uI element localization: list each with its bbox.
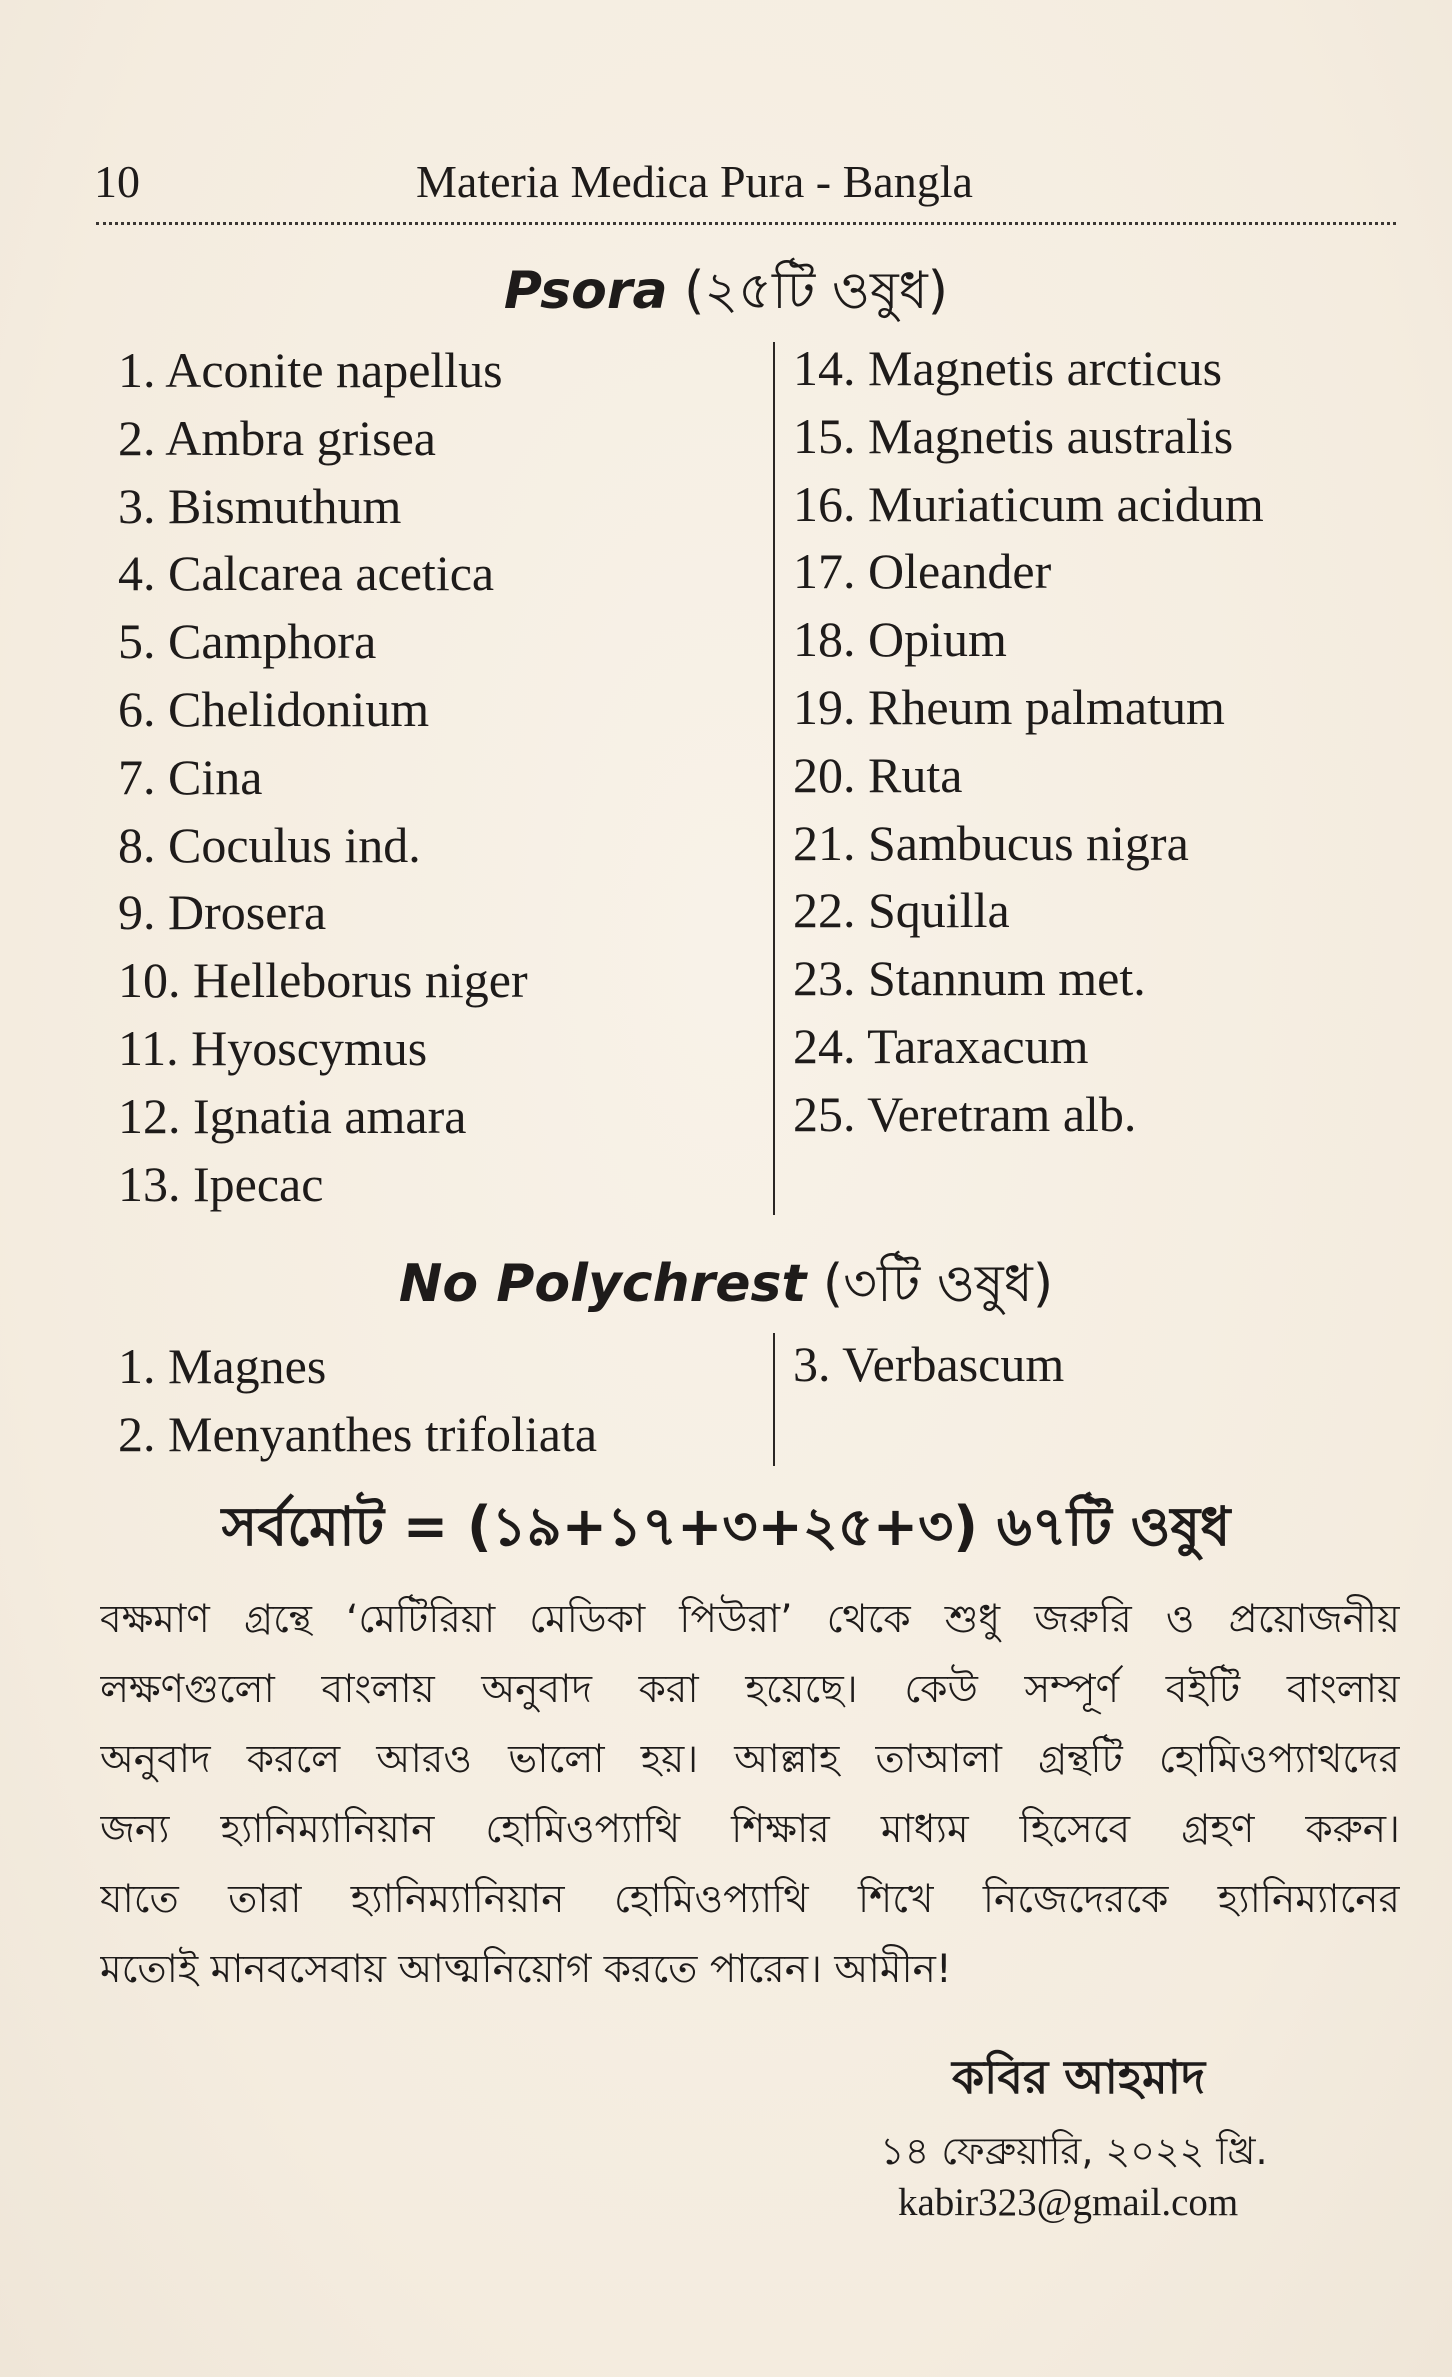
paragraph-line: মতোই মানবসেবায় আত্মনিয়োগ করতে পারেন। আমীন! xyxy=(100,1947,952,1992)
no-polychrest-heading-title: No Polychrest xyxy=(398,1254,807,1314)
no-polychrest-heading xyxy=(0,1243,1452,1330)
remedy-item: 2. Ambra grisea xyxy=(118,409,436,466)
remedy-item: 25. Veretram alb. xyxy=(793,1085,1137,1142)
psora-heading-count: (২৫টি ওষুধ) xyxy=(667,261,949,321)
remedy-item: 17. Oleander xyxy=(793,543,1052,600)
remedy-item: 24. Taraxacum xyxy=(793,1017,1089,1074)
remedy-item: 22. Squilla xyxy=(793,882,1010,939)
psora-list-left xyxy=(118,337,528,1218)
author-email: kabir323@gmail.com xyxy=(898,2181,1239,2224)
psora-list-right xyxy=(793,335,1264,1149)
remedy-item: 10. Helleborus niger xyxy=(118,952,528,1009)
remedy-item: 20. Ruta xyxy=(793,746,963,803)
remedy-item: 8. Coculus ind. xyxy=(118,816,421,873)
author-name: কবির আহমাদ xyxy=(952,2050,1206,2104)
remedy-item: 2. Menyanthes trifoliata xyxy=(118,1405,598,1462)
remedy-item: 3. Bismuthum xyxy=(118,477,402,534)
total-summary: সর্বমোট = (১৯+১৭+৩+২৫+৩) ৬৭টি ওষুধ xyxy=(221,1495,1231,1558)
no-polychrest-heading-count: (৩টি ওষুধ) xyxy=(806,1254,1054,1314)
remedy-item: 3. Verbascum xyxy=(793,1336,1065,1392)
no-polychrest-list-right xyxy=(793,1331,1064,1399)
remedy-item: 23. Stannum met. xyxy=(793,950,1146,1007)
remedy-item: 1. Aconite napellus xyxy=(118,342,503,398)
remedy-item: 12. Ignatia amara xyxy=(118,1087,467,1144)
header-dotted-rule xyxy=(96,222,1396,225)
no-polychrest-column-divider xyxy=(773,1333,775,1466)
remedy-item: 16. Muriaticum acidum xyxy=(793,475,1264,532)
paragraph-line: বক্ষমাণ গ্রন্থে ‘মেটিরিয়া মেডিকা পিউরা’ থেকে শুধু জরুরি ও প্রয়োজনীয় xyxy=(100,1597,1400,1642)
page-number: 10 xyxy=(94,156,140,207)
remedy-item: 11. Hyoscymus xyxy=(118,1019,428,1076)
remedy-item: 5. Camphora xyxy=(118,613,377,670)
remedy-item: 14. Magnetis arcticus xyxy=(793,340,1223,396)
remedy-item: 9. Drosera xyxy=(118,884,327,941)
remedy-item: 21. Sambucus nigra xyxy=(793,814,1189,871)
remedy-item: 7. Cina xyxy=(118,748,263,805)
paragraph-line: জন্য হ্যানিম্যানিয়ান হোমিওপ্যাথি শিক্ষার মাধ্যম হিসেবে গ্রহণ করুন। xyxy=(100,1807,1400,1852)
psora-heading xyxy=(0,250,1452,337)
remedy-item: 13. Ipecac xyxy=(118,1155,324,1212)
remedy-item: 19. Rheum palmatum xyxy=(793,678,1225,735)
no-polychrest-list-left xyxy=(118,1333,597,1469)
remedy-item: 4. Calcarea acetica xyxy=(118,545,495,602)
paragraph-line: লক্ষণগুলো বাংলায় অনুবাদ করা হয়েছে। কেউ সম্পূর্ণ বইটি বাংলায় xyxy=(100,1667,1400,1712)
paragraph-line: যাতে তারা হ্যানিম্যানিয়ান হোমিওপ্যাথি শিখে নিজেদেরকে হ্যানিম্যানের xyxy=(100,1877,1400,1922)
remedy-item: 18. Opium xyxy=(793,611,1007,668)
running-title: Materia Medica Pura - Bangla xyxy=(416,156,973,207)
psora-heading-title: Psora xyxy=(503,261,668,321)
remedy-item: 15. Magnetis australis xyxy=(793,407,1234,464)
psora-column-divider xyxy=(773,342,775,1215)
paragraph-line: অনুবাদ করলে আরও ভালো হয়। আল্লাহ তাআলা গ্রন্থটি হোমিওপ্যাথদের xyxy=(100,1737,1400,1782)
signature-date: ১৪ ফেব্রুয়ারি, ২০২২ খ্রি. xyxy=(880,2129,1268,2173)
closing-paragraph xyxy=(100,1585,1400,2005)
remedy-item: 6. Chelidonium xyxy=(118,680,430,737)
remedy-item: 1. Magnes xyxy=(118,1338,327,1394)
